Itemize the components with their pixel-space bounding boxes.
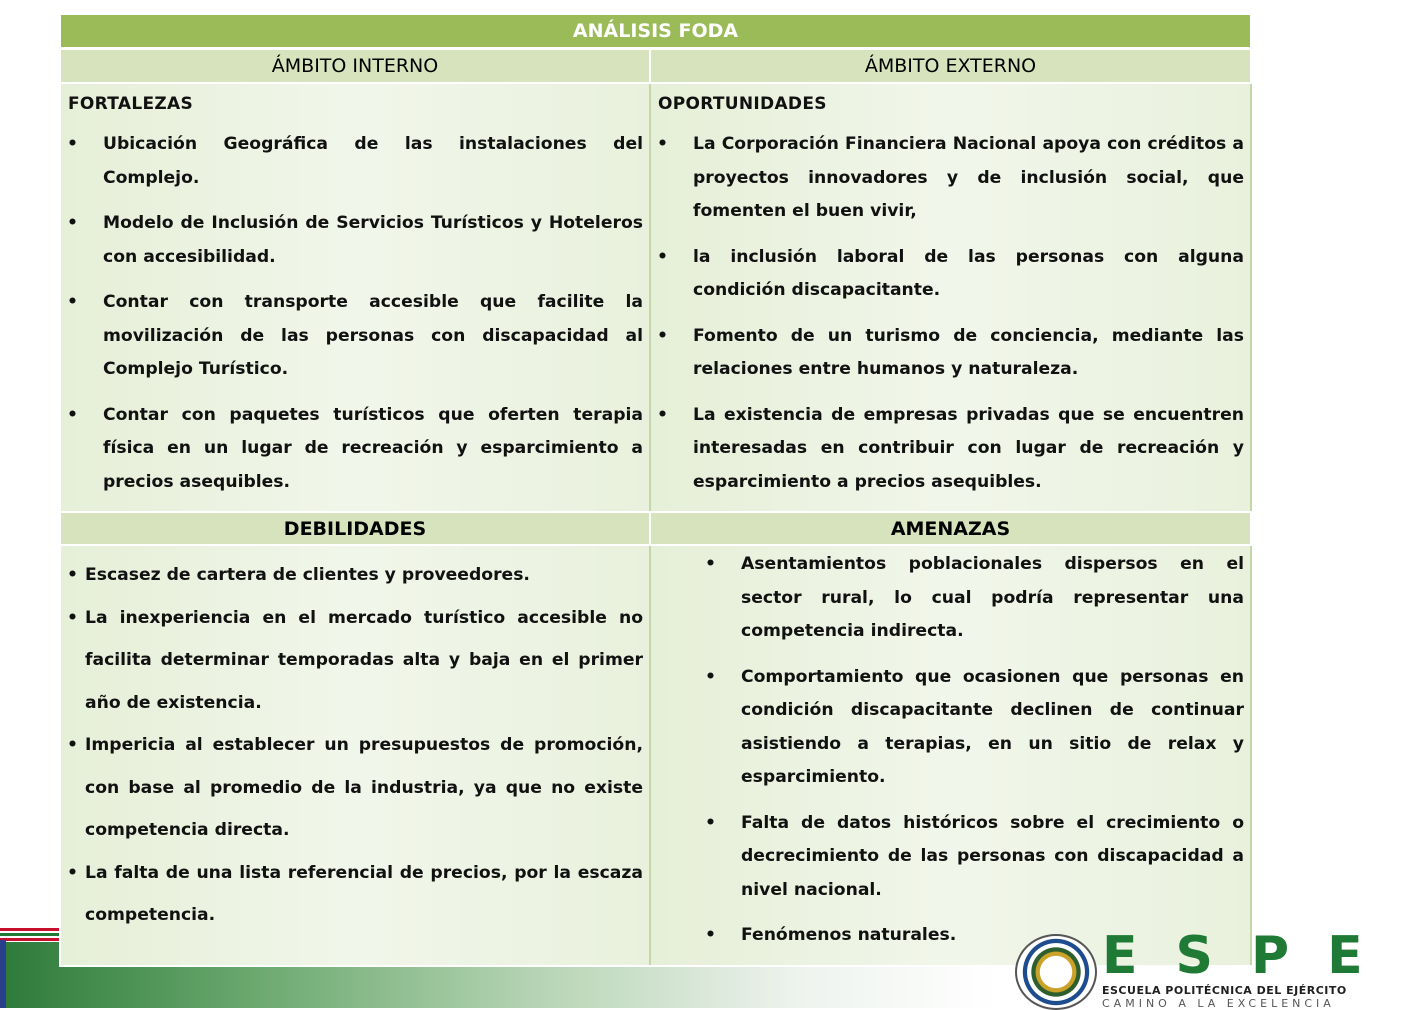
list-item: • Escasez de cartera de clientes y proveedores.: [85, 554, 643, 597]
header-internal: ÁMBITO INTERNO: [60, 49, 650, 84]
left-edge-bar: [0, 940, 6, 1008]
amenazas-label: AMENAZAS: [650, 512, 1251, 545]
list-item: • la inclusión laboral de las personas con alguna condición discapacitante.: [693, 241, 1244, 308]
list-item: • La Corporación Financiera Nacional apoya con créditos a proyectos innovadores y de inclusión social, que fomenten el buen vivir,: [693, 128, 1244, 229]
debilidades-label: DEBILIDADES: [60, 512, 650, 545]
seal-icon: [1015, 934, 1097, 1010]
fortalezas-list: [61, 114, 649, 499]
oportunidades-cell: [650, 83, 1251, 512]
debilidades-list: [61, 546, 649, 937]
list-item: • Impericia al establecer un presupuestos de promoción, con base al promedio de la industria, ya que no existe competencia directa.: [85, 724, 643, 852]
foda-table: [59, 13, 1252, 967]
list-item: • Fomento de un turismo de conciencia, mediante las relaciones entre humanos y naturaleza.: [693, 320, 1244, 387]
list-item: • Asentamientos poblacionales dispersos en el sector rural, lo cual podría representar una competencia indirecta.: [741, 548, 1244, 649]
fortalezas-cell: [60, 83, 650, 512]
logo-wordmark: ESPE: [1102, 926, 1401, 986]
list-item: • Fenómenos naturales.: [741, 919, 1244, 953]
list-item: • Contar con transporte accesible que facilite la movilización de las personas con discapacidad al Complejo Turístico.: [103, 286, 643, 387]
amenazas-cell: [650, 545, 1251, 966]
logo-motto: CAMINO A LA EXCELENCIA: [1102, 997, 1335, 1010]
list-item: • Contar con paquetes turísticos que oferten terapia física en un lugar de recreación y esparcimiento a precios asequibles.: [103, 399, 643, 500]
list-item: • Modelo de Inclusión de Servicios Turísticos y Hoteleros con accesibilidad.: [103, 207, 643, 274]
fortalezas-label: FORTALEZAS: [68, 94, 193, 114]
list-item: • Comportamiento que ocasionen que personas en condición discapacitante declinen de continuar asistiendo a terapias, en un sitio de relax y esparcimiento.: [741, 661, 1244, 795]
oportunidades-label: OPORTUNIDADES: [658, 94, 827, 114]
amenazas-list: [651, 546, 1250, 953]
list-item: • Falta de datos históricos sobre el crecimiento o decrecimiento de las personas con discapacidad a nivel nacional.: [741, 807, 1244, 908]
table-title: ANÁLISIS FODA: [60, 14, 1251, 49]
list-item: • La inexperiencia en el mercado turístico accesible no facilita determinar temporadas alta y baja en el primer año de existencia.: [85, 597, 643, 725]
list-item: • La falta de una lista referencial de precios, por la escaza competencia.: [85, 852, 643, 937]
flag-stripes: [0, 928, 60, 942]
debilidades-cell: [60, 545, 650, 966]
logo-institution-name: ESCUELA POLITÉCNICA DEL EJÉRCITO: [1102, 984, 1347, 997]
header-external: ÁMBITO EXTERNO: [650, 49, 1251, 84]
list-item: • La existencia de empresas privadas que se encuentren interesadas en contribuir con lugar de recreación y esparcimiento a precios asequibles.: [693, 399, 1244, 500]
oportunidades-list: [651, 114, 1250, 499]
espe-logo: [1010, 926, 1401, 1010]
list-item: • Ubicación Geográfica de las instalaciones del Complejo.: [103, 128, 643, 195]
